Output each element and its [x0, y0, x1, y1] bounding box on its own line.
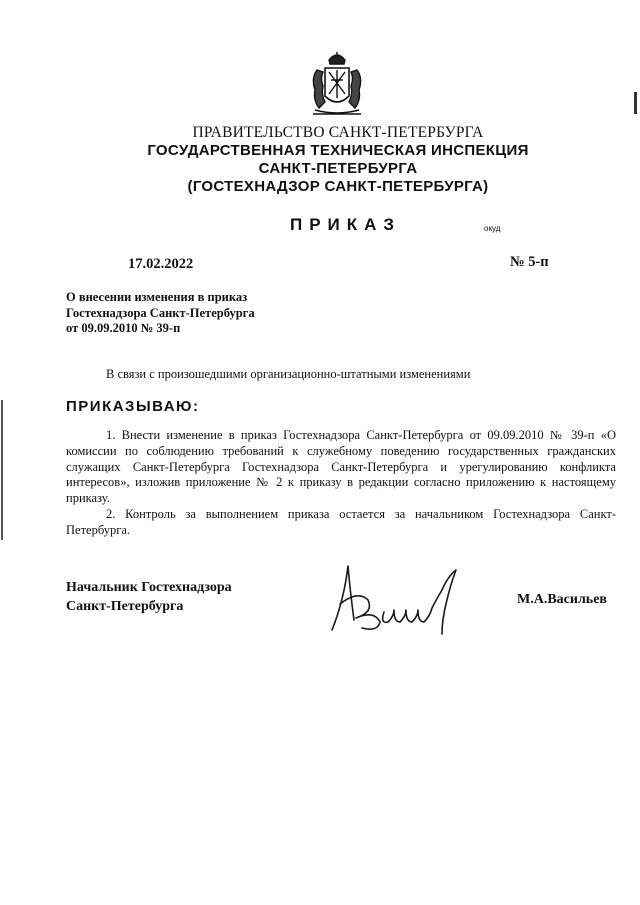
scan-edge-mark	[1, 400, 3, 540]
scan-edge-mark	[634, 92, 637, 114]
order-item: 2. Контроль за выполнением приказа остается за начальником Гостехнадзора Санкт-Петербурга.	[66, 506, 616, 537]
document-title: ПРИКАЗ	[290, 215, 402, 234]
inspection-abbrev: (ГОСТЕХНАДЗОР САНКТ-ПЕТЕРБУРГА)	[187, 178, 489, 195]
order-item: 1. Внести изменение в приказ Гостехнадзора Санкт-Петербурга от 09.09.2010 № 39-п «О комиссии по соблюдению требований к служебному поведению государственных гражданских служащих Санкт-Петербурга Гостехнадзора Санкт-Петербурга и урегулированию конфликта интересов», изложив приложение № 2 к приказу в редакции согласно приложению к настоящему приказу.	[66, 428, 616, 506]
position-line: Начальник Гостехнадзора	[66, 580, 232, 595]
subject-line: О внесении изменения в приказ	[66, 290, 248, 304]
inspection-city: САНКТ-ПЕТЕРБУРГА	[258, 160, 418, 177]
document-number: № 5-п	[510, 254, 549, 270]
okud-label: окуд	[484, 224, 501, 233]
signatory-name: М.А.Васильев	[517, 592, 607, 607]
preamble: В связи с произошедшими организационно-штатными изменениями	[106, 367, 471, 381]
order-heading: ПРИКАЗЫВАЮ:	[66, 398, 200, 415]
government-name: ПРАВИТЕЛЬСТВО САНКТ-ПЕТЕРБУРГА	[192, 124, 484, 141]
signatory-position	[66, 578, 232, 616]
subject-line: от 09.09.2010 № 39-п	[66, 321, 181, 335]
subject-line: Гостехнадзора Санкт-Петербурга	[66, 305, 255, 320]
position-line: Санкт-Петербурга	[66, 599, 184, 614]
order-body	[66, 428, 616, 539]
inspection-name: ГОСУДАРСТВЕННАЯ ТЕХНИЧЕСКАЯ ИНСПЕКЦИЯ	[147, 142, 529, 159]
handwritten-signature	[318, 560, 468, 642]
document-date: 17.02.2022	[128, 256, 194, 272]
coat-of-arms-emblem	[307, 50, 367, 118]
document-subject	[66, 290, 255, 337]
